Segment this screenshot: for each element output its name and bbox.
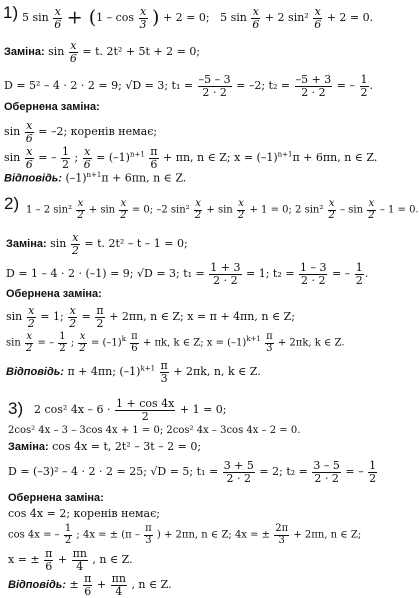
problem-2-back-substitution-label: Обернена заміна: [6, 288, 102, 300]
problem-3-case-1: cos 4x = 2; коренів немає; [8, 507, 160, 520]
problem-1-number: 1) [3, 3, 19, 22]
problem-2-case-1: sin $\frac{x}{2}$ = 1; $\frac{x}{2}$ = $\frac{\pi}{2}$ + 2πn, n ∈ Z; x = π + 4πn, n ∈ Z; [6, 304, 295, 330]
problem-1-substitution: Заміна: sin $\frac{x}{6}$ = t. 2t² + 5t + 2 = 0; [4, 39, 201, 65]
problem-3-equation: 2 cos² 4x – 6 · $\frac{1 + \cos 4x}{2}$ + 1 = 0; [34, 397, 227, 423]
problem-3-expansion: 2cos² 4x – 3 – 3cos 4x + 1 = 0; 2cos² 4x – 3cos 4x – 2 = 0. [8, 425, 301, 436]
problem-2-substitution: Заміна: sin $\frac{x}{2}$ = t. 2t² – t – 1 = 0; [6, 231, 188, 257]
problem-3-case-2: cos 4x = – $\frac{1}{2}$ ; 4x = ± (π – $\frac{\pi}{3}$ ) + 2πn, n ∈ Z; 4x = ± $\frac{2\pi}{3}$ + 2πn, n ∈ Z; [8, 523, 362, 546]
problem-2-equation: 1 – 2 sin² $\frac{x}{2}$ + sin $\frac{x}{2}$ = 0; –2 sin² $\frac{x}{2}$ + sin $\frac{x}{2}$ + 1 = 0; 2 sin² $\frac{x}{2}$ – sin $\frac{x}{2}$ – 1 = 0. [26, 198, 419, 221]
problem-2-case-2: sin $\frac{x}{2}$ = – $\frac{1}{2}$ ; $\frac{x}{2}$ = $(-1)^k$ $\frac{\pi}{6}$ + πk, k ∈ Z; $x = (-1)^{k+1}$ $\frac{\pi}{3}$ + 2πk, k ∈ Z. [6, 331, 345, 354]
problem-1-equation: 5 sin $\frac{x}{6}$ + (1 – cos $\frac{x}{3}$ ) + 2 = 0; 5 sin $\frac{x}{6}$ + 2 sin² $\frac{x}{6}$ + 2 = 0. [22, 5, 374, 31]
problem-3-solution: x = ± $\frac{\pi}{6}$ + $\frac{\pi n}{4}$ , n ∈ Z. [8, 547, 133, 573]
problem-1-back-substitution-label: Обернена заміна: [4, 101, 100, 113]
problem-1-case-1: sin $\frac{x}{6}$ = –2; коренів немає; [4, 119, 158, 145]
problem-2-number: 2) [4, 194, 20, 213]
problem-3-substitution: Заміна: cos 4x = t, 2t² – 3t – 2 = 0; [8, 440, 202, 453]
problem-2-answer: Відповідь: π + 4πn; $(-1)^{k+1}$ $\frac{\pi}{3}$ + 2πk, n, k ∈ Z. [6, 359, 261, 385]
problem-1-answer: Відповідь: $(-1)^{n+1}\pi + 6\pi n$, n ∈ Z. [4, 171, 187, 185]
problem-1-discriminant: D = 5² – 4 · 2 · 2 = 9; √D = 3; t₁ = $\frac{-5 - 3}{2 \cdot 2}$ = –2; t₂ = $\frac{-5 + 3}{2 \cdot 2}$ = – $\frac{1}{2}$ . [4, 73, 374, 99]
problem-3-back-substitution-label: Обернена заміна: [8, 492, 104, 504]
problem-3-number: 3) [8, 399, 24, 418]
problem-1-case-2: sin $\frac{x}{6}$ = – $\frac{1}{2}$ ; $\frac{x}{6}$ = $(-1)^{n+1}$ $\frac{\pi}{6}$ + πn, n ∈ Z; $x = (-1)^{n+1}\pi + 6\pi n$, n ∈ Z. [4, 145, 378, 171]
problem-3-answer: Відповідь: ± $\frac{\pi}{6}$ + $\frac{\pi n}{4}$ , n ∈ Z. [8, 572, 172, 598]
problem-2-discriminant: D = 1 – 4 · 2 · (–1) = 9; √D = 3; t₁ = $\frac{1 + 3}{2 \cdot 2}$ = 1; t₂ = $\frac{1 - 3}{2 \cdot 2}$ = – $\frac{1}{2}$ . [6, 261, 369, 287]
problem-3-discriminant: D = (–3)² – 4 · 2 · 2 = 25; √D = 5; t₁ = $\frac{3 + 5}{2 \cdot 2}$ = 2; t₂ = $\frac{3 - 5}{2 \cdot 2}$ = – $\frac{1}{2}$ [8, 459, 377, 485]
